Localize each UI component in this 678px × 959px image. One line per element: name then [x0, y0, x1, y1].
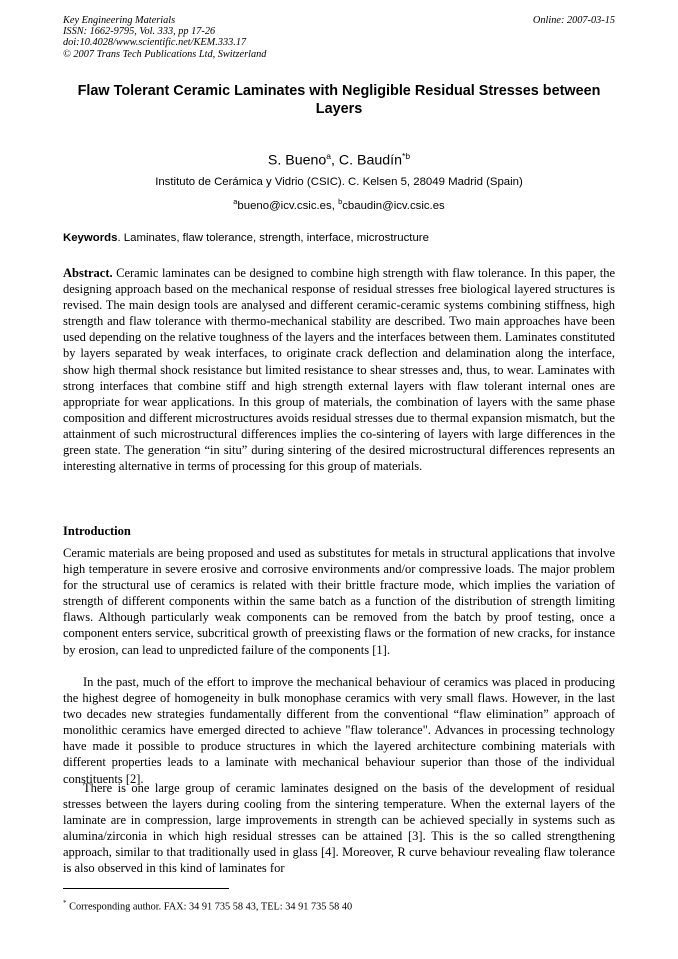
- section-heading-introduction: Introduction: [63, 524, 131, 538]
- footnote-text: Corresponding author. FAX: 34 91 735 58 43, TEL: 34 91 735 58 40: [66, 901, 353, 913]
- intro-paragraph-1: Ceramic materials are being proposed and used as substitutes for metals in structural applications that involve high temperature in severe erosive and corrosive environments and/or compressive loads. The major problem for the structural use of ceramics is related with their brittle fracture mode, which implies the variation of strength of different components within the same batch as a function of the distribution of strength limiting flaws. Although particularly weak components can be removed from the batch by proof testing, once a component enters service, subcritical growth of preexisting flaws or the formation of new cracks, for instance by erosion, can lead to unpredicted failure of the components [1].: [63, 546, 615, 657]
- keywords-label: Keywords: [63, 232, 118, 244]
- footnote-divider: [63, 888, 229, 889]
- footnote: [63, 897, 615, 913]
- online-date: Online: 2007-03-15: [532, 15, 615, 26]
- email-link[interactable]: bueno@icv.csic.es: [237, 199, 332, 212]
- email-list: [63, 195, 615, 213]
- author-list: [63, 147, 615, 170]
- author-name: S. Bueno: [267, 152, 327, 169]
- author-name: C. Baudín: [338, 152, 403, 169]
- journal-copyright: © 2007 Trans Tech Publications Ltd, Switzerland: [63, 48, 267, 60]
- author-affil-mark: a: [326, 151, 332, 161]
- email-mark: a: [233, 197, 238, 206]
- footnote-mark: *: [63, 899, 67, 907]
- paper-title: Flaw Tolerant Ceramic Laminates with Negligible Residual Stresses between Layers: [77, 83, 601, 117]
- keywords: [63, 231, 615, 245]
- keywords-text: . Laminates, flaw tolerance, strength, interface, microstructure: [117, 232, 429, 244]
- journal-header: [63, 15, 615, 60]
- abstract: [63, 265, 615, 474]
- email-link[interactable]: cbaudin@icv.csic.es: [342, 199, 445, 212]
- email-mark: b: [338, 197, 343, 206]
- author-affil-mark: *b: [402, 151, 411, 161]
- journal-name: Key Engineering Materials: [63, 15, 176, 26]
- author-separator: ,: [331, 152, 339, 169]
- affiliation: Instituto de Cerámica y Vidrio (CSIC). C. Kelsen 5, 28049 Madrid (Spain): [155, 176, 523, 188]
- intro-paragraph-3: There is one large group of ceramic laminates designed on the basis of the development of residual stresses between the layers during cooling from the sintering temperature. When the external layers of the laminate are in compression, large improvements in strength can be achieved specially in systems such as alumina/zirconia in which high residual stresses can be attained [3]. This is the so called strengthening approach, similar to that traditionally used in glass [4]. Moreover, R curve behaviour revealing flaw tolerance is also observed in this kind of laminates for: [63, 781, 615, 876]
- journal-issn: ISSN: 1662-9795, Vol. 333, pp 17-26: [63, 26, 216, 38]
- journal-doi[interactable]: doi:10.4028/www.scientific.net/KEM.333.17: [63, 37, 247, 49]
- abstract-text: Ceramic laminates can be designed to combine high strength with flaw tolerance. In this paper, the designing approach based on the mechanical response of residual stresses free biological layered structures is revised. The main design tools are analysed and different ceramic-ceramic systems combining stiffness, high strength and flaw tolerance with thermo-mechanical stability are described. Two main approaches have been used depending on the relative toughness of the layers and the interfaces between them. Laminates constituted by layers separated by weak interfaces, to originate crack deflection and delamination along the interface, show high thermal shock resistance but limited resistance to shear stresses and, thus, to wear. Laminates with strong interfaces that combine stiff and high strength external layers with flaw tolerant internal ones are appropriate for wear applications. In this group of materials, the combination of layers with the same phase composition and different microstructures avoids residual stresses due to thermal expansion mismatch, but the attainment of such microstructural differences implies the co-sintering of layers with large differences in the green state. The generation “in situ” during sintering of the desired microstructural differences represents an interesting alternative in terms of processing for this group of materials.: [63, 266, 615, 474]
- intro-paragraph-2: In the past, much of the effort to improve the mechanical behaviour of ceramics was placed in producing the highest degree of homogeneity in bulk monophase ceramics with very small flaws. However, in the last two decades new strategies fundamentally different from the conventional “flaw elimination” approach of monolithic ceramics have emerged directed to achieve "flaw tolerance". Advances in processing technology have made it possible to produce structures in which the layered architecture combining materials with different properties leads to a laminate with mechanical behaviour superior than those of the individual constituents [2].: [63, 675, 615, 786]
- email-separator: ,: [331, 199, 339, 212]
- abstract-label: Abstract.: [63, 266, 113, 280]
